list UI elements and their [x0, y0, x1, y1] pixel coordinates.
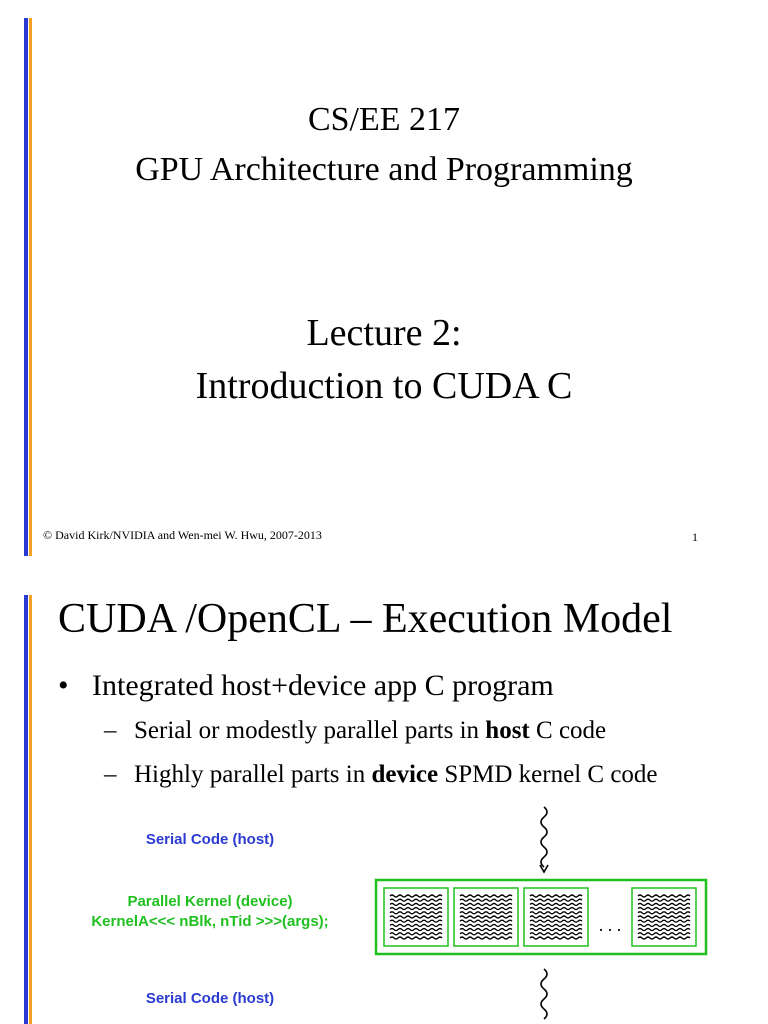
subbullet-item [104, 761, 658, 789]
execution-model-slide [0, 575, 768, 1024]
serial-code-label-1: Serial Code (host) [145, 831, 275, 848]
bullet-text: Integrated host+device app C program [92, 669, 554, 702]
course-code: CS/EE 217 [307, 101, 461, 138]
subbullet-dash: – [104, 717, 117, 744]
subbullet-text-end: C code [529, 717, 607, 744]
left-accent-bar-orange [29, 18, 32, 556]
subbullet-text-end: SPMD kernel C code [438, 761, 658, 788]
parallel-kernel-label: Parallel Kernel (device) [127, 893, 293, 910]
lecture-title: Introduction to CUDA C [195, 365, 573, 407]
serial-thread-wavy-line [534, 967, 554, 1024]
slide-title: CUDA /OpenCL – Execution Model [58, 596, 673, 642]
kernel-launch-label: KernelA<<< nBlk, nTid >>>(args); [91, 913, 329, 930]
subbullet-text: Highly parallel parts in [134, 761, 372, 788]
course-title: GPU Architecture and Programming [135, 151, 633, 188]
left-accent-bar-blue [24, 595, 28, 1024]
serial-code-label-2: Serial Code (host) [145, 990, 275, 1007]
lecture-number: Lecture 2: [306, 312, 462, 354]
ellipsis: . . . [598, 915, 622, 935]
subbullet-text: Serial or modestly parallel parts in [134, 717, 486, 744]
subbullet-bold: host [485, 717, 530, 744]
thread-block-grid [374, 878, 710, 958]
slide-gap [0, 565, 768, 575]
page-number: 1 [692, 530, 698, 544]
subbullet-item [104, 717, 606, 745]
serial-thread-wavy-line [534, 805, 554, 875]
bullet-item [58, 669, 554, 703]
left-accent-bar-blue [24, 18, 28, 556]
copyright-footer: © David Kirk/NVIDIA and Wen-mei W. Hwu, 2007-2013 [43, 528, 322, 542]
left-accent-bar-orange [29, 595, 32, 1024]
subbullet-bold: device [371, 761, 439, 788]
subbullet-dash: – [104, 761, 117, 788]
bullet-symbol: • [58, 669, 69, 702]
